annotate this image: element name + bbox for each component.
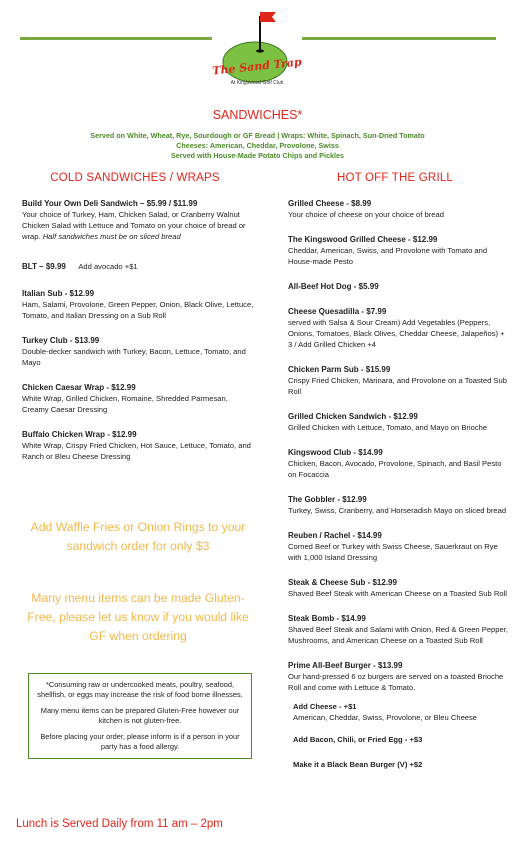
item-desc: Ham, Salami, Provolone, Green Pepper, Onion, Black Olive, Lettuce, Tomato, and Italian Dressing on a Sub Roll [22,300,254,320]
menu-item-grilled-chicken-sandwich [288,411,508,433]
menu-item-kingswood-club [288,447,508,480]
top-rule-left [20,37,212,40]
fries-promo: Add Waffle Fries or Onion Rings to your sandwich order for only $3 [30,520,246,553]
item-name: The Kingswood Grilled Cheese - $12.99 [288,235,438,244]
item-name: Buffalo Chicken Wrap - $12.99 [22,430,137,439]
addon-title: Add Cheese - +$1 [293,702,357,711]
item-name: Chicken Parm Sub - $15.99 [288,365,391,374]
menu-item-blt [22,256,254,274]
item-desc: White Wrap, Grilled Chicken, Romaine, Shredded Parmesan, Creamy Caesar Dressing [22,394,228,414]
addon-cheese [293,701,508,723]
item-desc: Shaved Beef Steak with American Cheese on a Toasted Sub Roll [288,589,507,598]
avocado-addon: Add avocado +$1 [78,262,138,271]
cheese-options-line: Cheeses: American, Cheddar, Provolone, Swiss [176,141,339,150]
gluten-free-kitchen-note: Many menu items can be prepared Gluten-Free however our kitchen is not gluten-free. [40,706,240,725]
half-sandwich-note: Half sandwiches must be on sliced bread [42,232,181,241]
logo-name: The Sand Trap [211,55,303,78]
section-title: SANDWICHES* [212,108,303,122]
item-desc: Crispy Fried Chicken, Marinara, and Provolone on a Toasted Sub Roll [288,376,507,396]
menu-item-kingswood-grilled-cheese [288,234,508,267]
item-desc: Double-decker sandwich with Turkey, Bacon, Lettuce, Tomato, and Mayo [22,347,246,367]
sides-line: Served with House-Made Potato Chips and Pickles [171,151,344,160]
item-desc: Our hand-pressed 6 oz burgers are served on a toasted Brioche Roll and come with Lettuce & Tomato. [288,672,504,692]
item-desc: served with Salsa & Sour Cream) Add Vegetables (Peppers, Onions, Tomatoes, Black Olives, Cheddar Cheese, Jalapeños) + 3 / Add Grilled Chicken +4 [288,318,505,349]
addon-title: Make it a Black Bean Burger (V) +$2 [293,760,423,769]
menu-item-steak-cheese-sub [288,577,508,599]
item-desc-text: Your choice of Turkey, Ham, Chicken Salad, or Cranberry Walnut Chicken Salad with Lettuce and Tomato on your choice of bread or wrap. [22,210,246,241]
menu-item-the-gobbler [288,494,508,516]
item-name: Grilled Chicken Sandwich - $12.99 [288,412,418,421]
cold-column [22,198,254,476]
item-name: Cheese Quesadilla - $7.99 [288,307,387,316]
menu-item-turkey-club [22,335,254,368]
allergy-notice [28,673,252,759]
menu-item-hot-dog [288,281,508,292]
menu-item-steak-bomb [288,613,508,646]
hot-heading: HOT OFF THE GRILL [336,172,454,184]
menu-item-buffalo-chicken-wrap [22,429,254,462]
allergy-request: Before placing your order, please inform is if a person in your party has a food allergy. [40,732,240,751]
item-name: Grilled Cheese - $8.99 [288,199,372,208]
item-desc [22,209,254,242]
item-desc: Turkey, Swiss, Cranberry, and Horseradish Mayo on sliced bread [288,506,507,515]
logo-subtitle: At Kingswood Golf Club [230,80,284,86]
addon-black-bean [293,759,508,770]
menu-item-grilled-cheese [288,198,508,220]
logo [208,6,306,100]
menu-item-chicken-caesar-wrap [22,382,254,415]
item-name: Kingswood Club - $14.99 [288,448,383,457]
item-desc: Chicken, Bacon, Avocado, Provolone, Spinach, and Basil Pesto on Focaccia [288,459,502,479]
raw-food-warning: *Consuming raw or undercooked meats, poultry, seafood, shellfish, or eggs may increase the risk of food borne illnesses. [37,680,243,699]
item-desc: Your choice of cheese on your choice of bread [288,210,444,219]
hot-column [288,198,508,770]
item-desc: Corned Beef or Turkey with Swiss Cheese, Sauerkraut on Rye with 1,000 Island Dressing [288,542,498,562]
burger-addons [288,701,508,770]
item-name: Reuben / Rachel - $14.99 [288,531,382,540]
item-desc: White Wrap, Crispy Fried Chicken, Hot Sauce, Lettuce, Tomato, and Ranch or Bleu Cheese Dressing [22,441,251,461]
item-name: Steak Bomb - $14.99 [288,614,366,623]
menu-item-cheese-quesadilla [288,306,508,350]
addon-bacon-chili-egg [293,734,508,745]
item-name: Steak & Cheese Sub - $12.99 [288,578,397,587]
item-name: Build Your Own Deli Sandwich – $5.99 / $11.99 [22,199,198,208]
item-desc: Shaved Beef Steak and Salami with Onion, Red & Green Pepper, Mushrooms, and American Cheese on a Toasted Sub Roll [288,625,508,645]
menu-item-reuben-rachel [288,530,508,563]
addon-title: Add Bacon, Chili, or Fried Egg - +$3 [293,735,423,744]
item-name: Prime All-Beef Burger - $13.99 [288,661,403,670]
lunch-hours: Lunch is Served Daily from 11 am – 2pm [16,818,223,830]
addon-desc: American, Cheddar, Swiss, Provolone, or Bleu Cheese [293,713,478,722]
item-name: All-Beef Hot Dog - $5.99 [288,282,379,291]
menu-item-chicken-parm-sub [288,364,508,397]
menu-item-italian-sub [22,288,254,321]
item-name: The Gobbler - $12.99 [288,495,367,504]
menu-item-prime-burger [288,660,508,693]
item-desc: Cheddar, American, Swiss, and Provolone with Tomato and House-made Pesto [288,246,488,266]
item-name: Turkey Club - $13.99 [22,336,100,345]
item-name: Chicken Caesar Wrap - $12.99 [22,383,136,392]
item-name: BLT – $9.99 [22,262,66,271]
item-name: Italian Sub - $12.99 [22,289,95,298]
top-rule-right [302,37,496,40]
bread-options-info [0,131,515,161]
bread-options-line: Served on White, Wheat, Rye, Sourdough or GF Bread | Wraps: White, Spinach, Sun-Dried Tomato [90,131,425,140]
menu-item-build-your-own [22,198,254,242]
gluten-free-promo: Many menu items can be made Gluten-Free, please let us know if you would like GF when ordering [27,591,249,643]
cold-heading: COLD SANDWICHES / WRAPS [50,172,220,184]
item-desc: Grilled Chicken with Lettuce, Tomato, and Mayo on Brioche [288,423,488,432]
